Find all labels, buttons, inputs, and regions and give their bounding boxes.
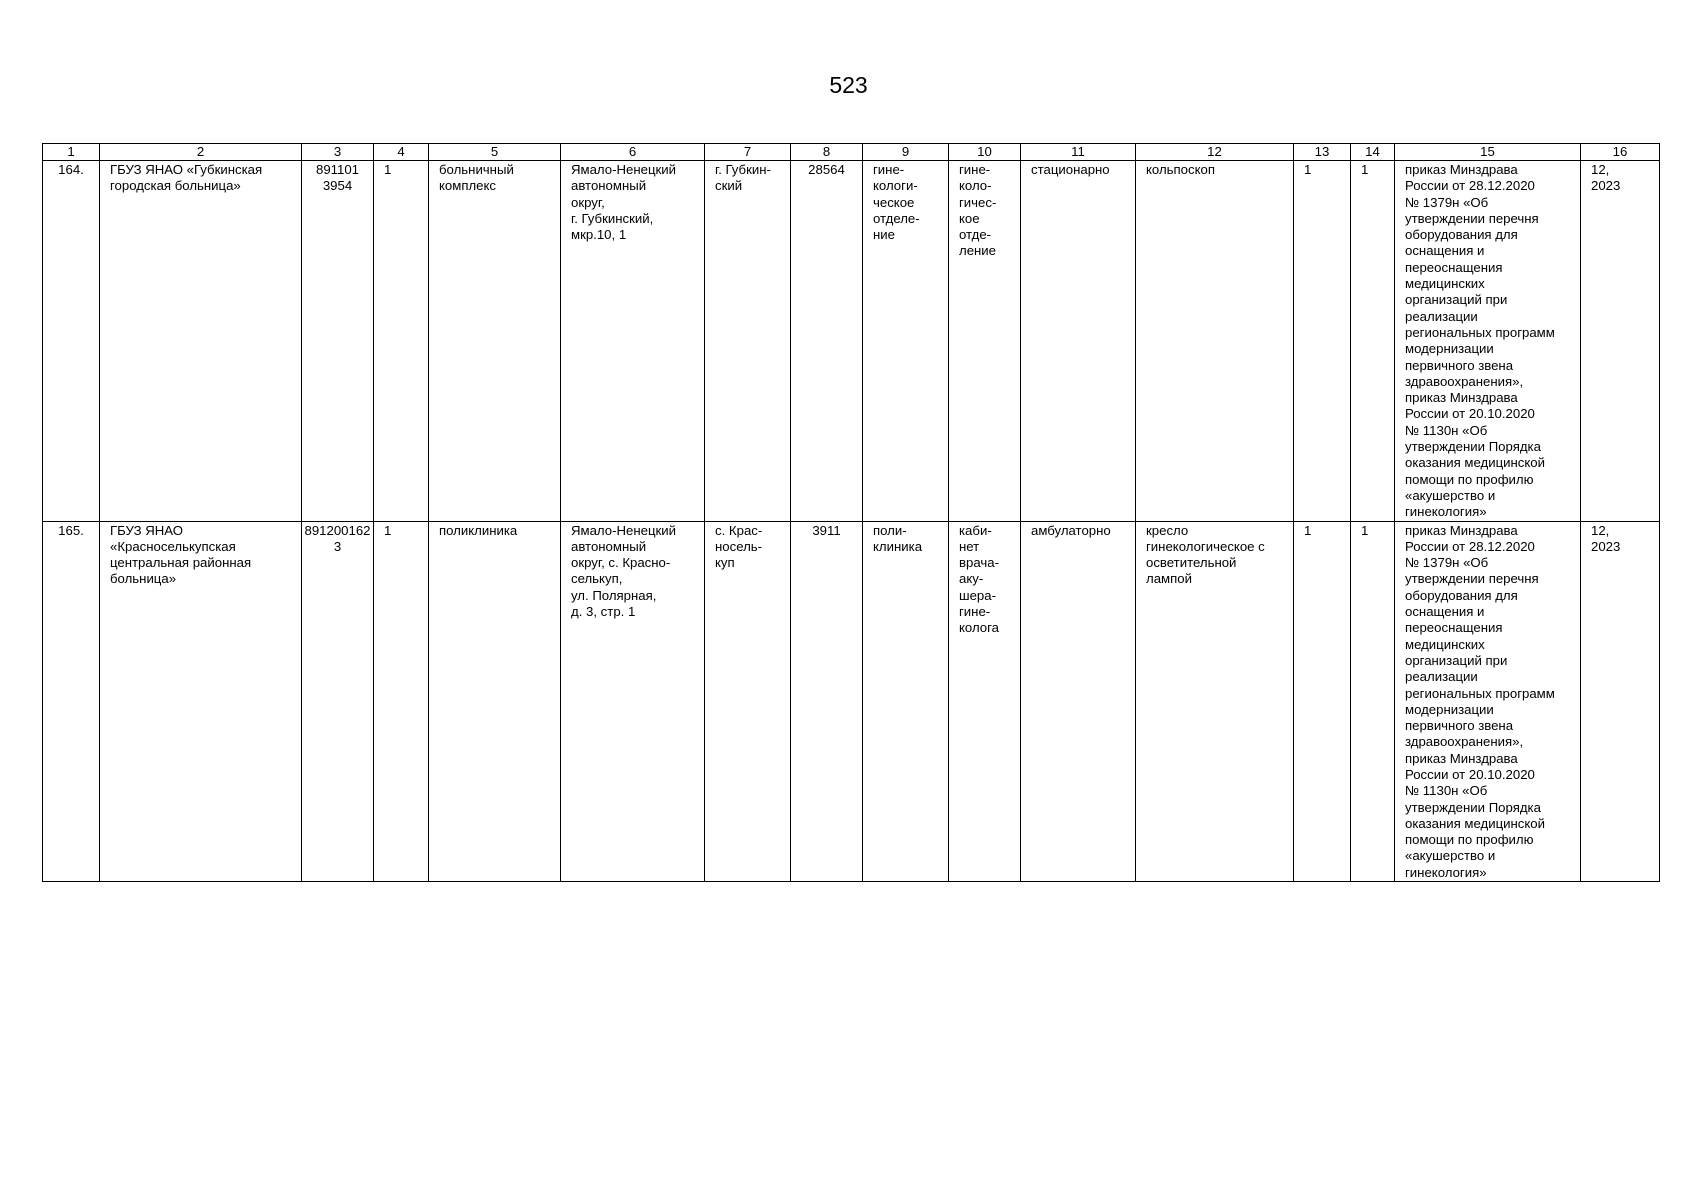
- unit: гине- коло- гичес- кое отде- ление: [949, 161, 1021, 522]
- legal-basis: приказ Минздрава России от 28.12.2020 № 1379н «Об утверждении перечня оборудования для оснащения и переоснащения медицинских организаций при реализации региональных программ модернизации первичного звена здравоохранения», приказ Минздрава России от 20.10.2020 № 1130н «Об утверждении Порядка оказания медицинской помощи по профилю «акушерство и гинекология»: [1395, 521, 1581, 882]
- column-header: 12: [1136, 144, 1294, 161]
- department: поли- клиника: [863, 521, 949, 882]
- inn-code: 891200162 3: [302, 521, 374, 882]
- cell-col-14: 1: [1351, 161, 1395, 522]
- column-header: 6: [561, 144, 705, 161]
- column-header: 3: [302, 144, 374, 161]
- column-header: 5: [429, 144, 561, 161]
- column-header: 16: [1581, 144, 1660, 161]
- population: 3911: [791, 521, 863, 882]
- population: 28564: [791, 161, 863, 522]
- equipment: кресло гинекологическое с осветительной лампой: [1136, 521, 1294, 882]
- row-number: 165.: [43, 521, 100, 882]
- locality: с. Крас- носель- куп: [705, 521, 791, 882]
- column-number-row: [43, 144, 1660, 161]
- cell-col-14: 1: [1351, 521, 1395, 882]
- column-header: 8: [791, 144, 863, 161]
- table-row: [43, 521, 1660, 882]
- row-number: 164.: [43, 161, 100, 522]
- page-number: 523: [829, 72, 868, 98]
- column-header: 10: [949, 144, 1021, 161]
- legal-basis: приказ Минздрава России от 28.12.2020 № 1379н «Об утверждении перечня оборудования для оснащения и переоснащения медицинских организаций при реализации региональных программ модернизации первичного звена здравоохранения», приказ Минздрава России от 20.10.2020 № 1130н «Об утверждении Порядка оказания медицинской помощи по профилю «акушерство и гинекология»: [1395, 161, 1581, 522]
- address: Ямало-Ненецкий автономный округ, с. Красно- селькуп, ул. Полярная, д. 3, стр. 1: [561, 521, 705, 882]
- cell-col-4: 1: [374, 161, 429, 522]
- inn-code: 891101 3954: [302, 161, 374, 522]
- unit: каби- нет врача- аку- шера- гине- колога: [949, 521, 1021, 882]
- column-header: 4: [374, 144, 429, 161]
- column-header: 9: [863, 144, 949, 161]
- column-header: 2: [100, 144, 302, 161]
- column-header: 1: [43, 144, 100, 161]
- table-row: [43, 161, 1660, 522]
- cell-col-13: 1: [1294, 161, 1351, 522]
- object-type: больничный комплекс: [429, 161, 561, 522]
- address: Ямало-Ненецкий автономный округ, г. Губкинский, мкр.10, 1: [561, 161, 705, 522]
- column-header: 14: [1351, 144, 1395, 161]
- cell-col-13: 1: [1294, 521, 1351, 882]
- care-form: стационарно: [1021, 161, 1136, 522]
- equipment: кольпоскоп: [1136, 161, 1294, 522]
- column-header: 11: [1021, 144, 1136, 161]
- date: 12, 2023: [1581, 161, 1660, 522]
- organization-name: ГБУЗ ЯНАО «Красноселькупская центральная районная больница»: [100, 521, 302, 882]
- cell-col-4: 1: [374, 521, 429, 882]
- object-type: поликлиника: [429, 521, 561, 882]
- organization-name: ГБУЗ ЯНАО «Губкинская городская больница»: [100, 161, 302, 522]
- department: гине- кологи- ческое отделе- ние: [863, 161, 949, 522]
- date: 12, 2023: [1581, 521, 1660, 882]
- equipment-table: [42, 143, 1660, 882]
- column-header: 13: [1294, 144, 1351, 161]
- care-form: амбулаторно: [1021, 521, 1136, 882]
- locality: г. Губкин- ский: [705, 161, 791, 522]
- column-header: 7: [705, 144, 791, 161]
- column-header: 15: [1395, 144, 1581, 161]
